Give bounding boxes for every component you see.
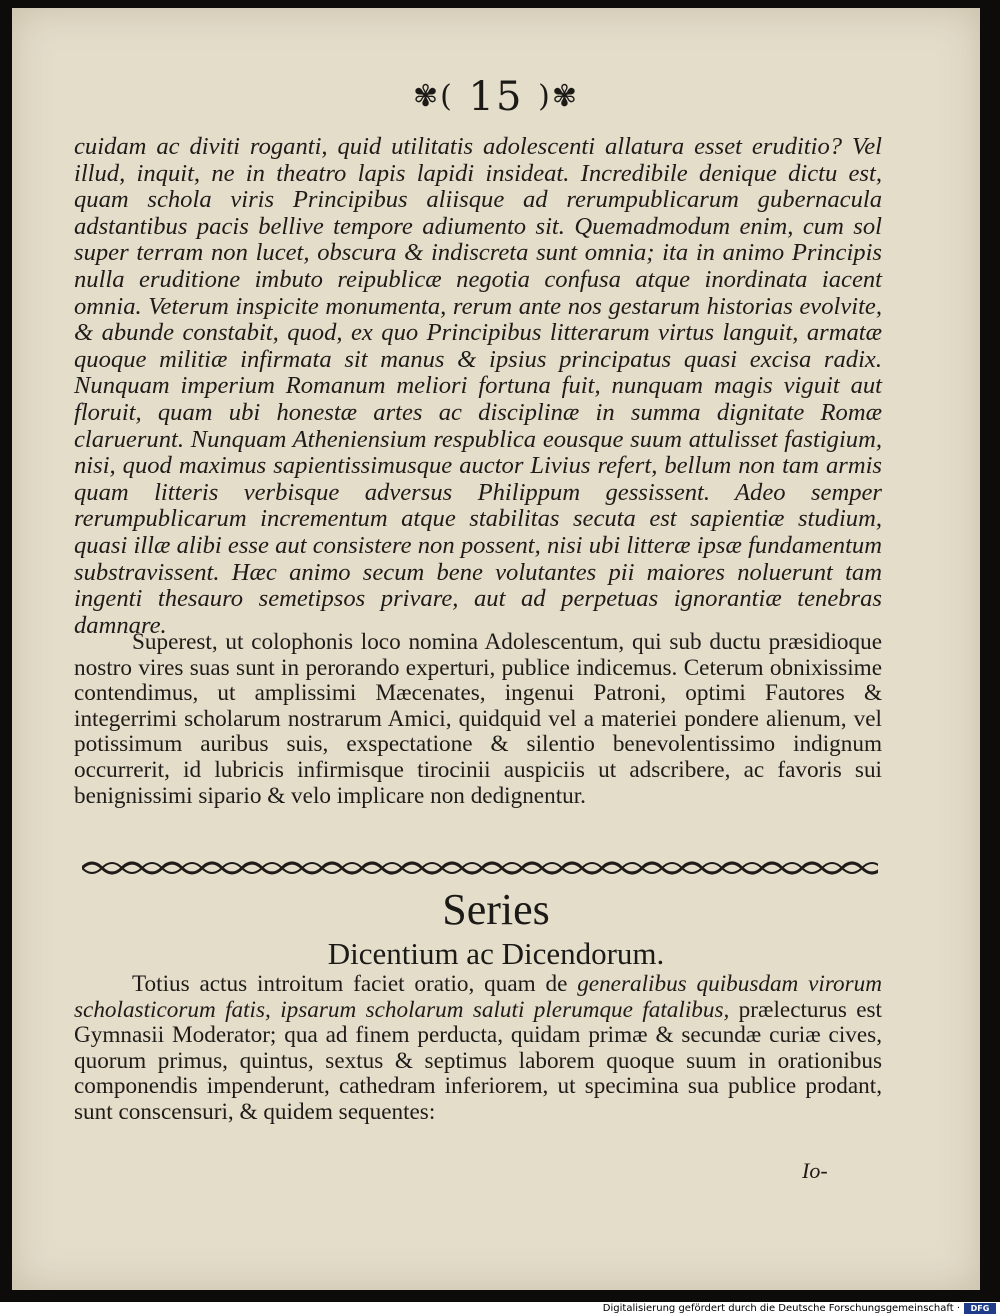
page-number: 15 [468,74,524,120]
italic-paragraph-text: cuidam ac diviti roganti, quid utilitatis adolescenti allatura esset eruditio? Vel illud, inquit, ne in theatro lapis lapidi insideat. Incredibile denique dictu est, quam schola viris Principibus aliisque ad rerumpublicarum gubernacula adstantibus pacis bellive tempore adiumento sit. Quemadmodum enim, cum sol super terram non lucet, obscura & indiscreta sunt omnia; ita in animo Principis nulla eruditione imbuto reipublicæ negotia confusa atque inordinata iacent omnia. Veterum inspicite monumenta, rerum ante nos gestarum historias evolvite, & abunde constabit, quod, ex quo Principibus litterarum virtus languit, armatæ quoque militiæ infirmata sit manus & ipsius principatus quasi excisa radix. Nunquam imperium Romanum meliori fortuna fuit, nunquam magis viguit aut floruit, quam ubi honestæ artes ac disciplinæ in summa dignitate Romæ claruerunt. Nunquam Atheniensium respublica eousque suum attulisset fastigium, nisi, quod maximus sapientissimusque auctor Livius refert, bellum non tam armis quam litteris verbisque adversus Philippum gessissent. Adeo semper rerumpublicarum incrementum atque stabilitas secuta est sapientiæ studium, quasi illæ alibi esse aut consistere non possent, nisi ubi litteræ ipsæ fundamentum substravissent. Hæc animo secum bene volutantes pii maiores noluerunt tam ingenti thesauro semetipsos privare, aut ad perpetuas ignorantiæ tenebras damnare. [74,133,882,639]
book-page [12,8,980,1290]
ornamental-rule [82,858,878,878]
final-paragraph-text [74,972,882,1126]
roman-paragraph-text: Superest, ut colophonis loco nomina Adolescentum, qui sub ductu præsidioque nostro vires suas sunt in perorando experturi, publice indicemus. Ceterum obnixissime contendimus, ut amplissimi Mæcenates, ingenui Patroni, optimi Fautores & integerrimi scholarum nostrarum Amici, quidquid vel a materiei pondere alienum, vel potissimum auribus suis, exspectatione & silentio benevolentissimo indignum occurrerit, id lubricis infirmisque tirocinii auspiciis ut adscribere, ac favoris sui benignissimi sipario & velo implicare non dedignentur. [74,629,882,809]
page-number-header [12,74,980,120]
dfg-logo: DFG [964,1303,996,1314]
catchword: Io- [802,1158,828,1183]
final-paragraph [74,972,882,1126]
digitization-credit: Digitalisierung gefördert durch die Deutsche Forschungsgemeinschaft · [602,1303,960,1314]
section-title: Series [442,885,550,934]
section-subtitle: Dicentium ac Dicendorum. [327,936,665,971]
italic-paragraph [74,134,882,639]
ornament-right-icon: )✾ [538,79,580,114]
final-paragraph-part1: Totius actus introitum faciet oratio, quam de [132,971,578,997]
ornament-left-icon: ✾( [412,79,454,114]
roman-paragraph [74,630,882,809]
final-paragraph-part2: prælecturus est Gymnasii Moderator; qua ad finem perducta, quidam primæ & secundæ curiæ cives, quorum primus, quintus, sextus & septimus laborem quoque suum in orationibus componendis impenderunt, cathedram inferiorem, ut specimina sua publice prodant, sunt conscensuri, & quidem sequentes: [74,996,882,1125]
final-paragraph-italic: generalibus quibusdam virorum scholasticorum fatis, ipsarum scholarum saluti plerumque fatalibus, [74,971,882,1023]
